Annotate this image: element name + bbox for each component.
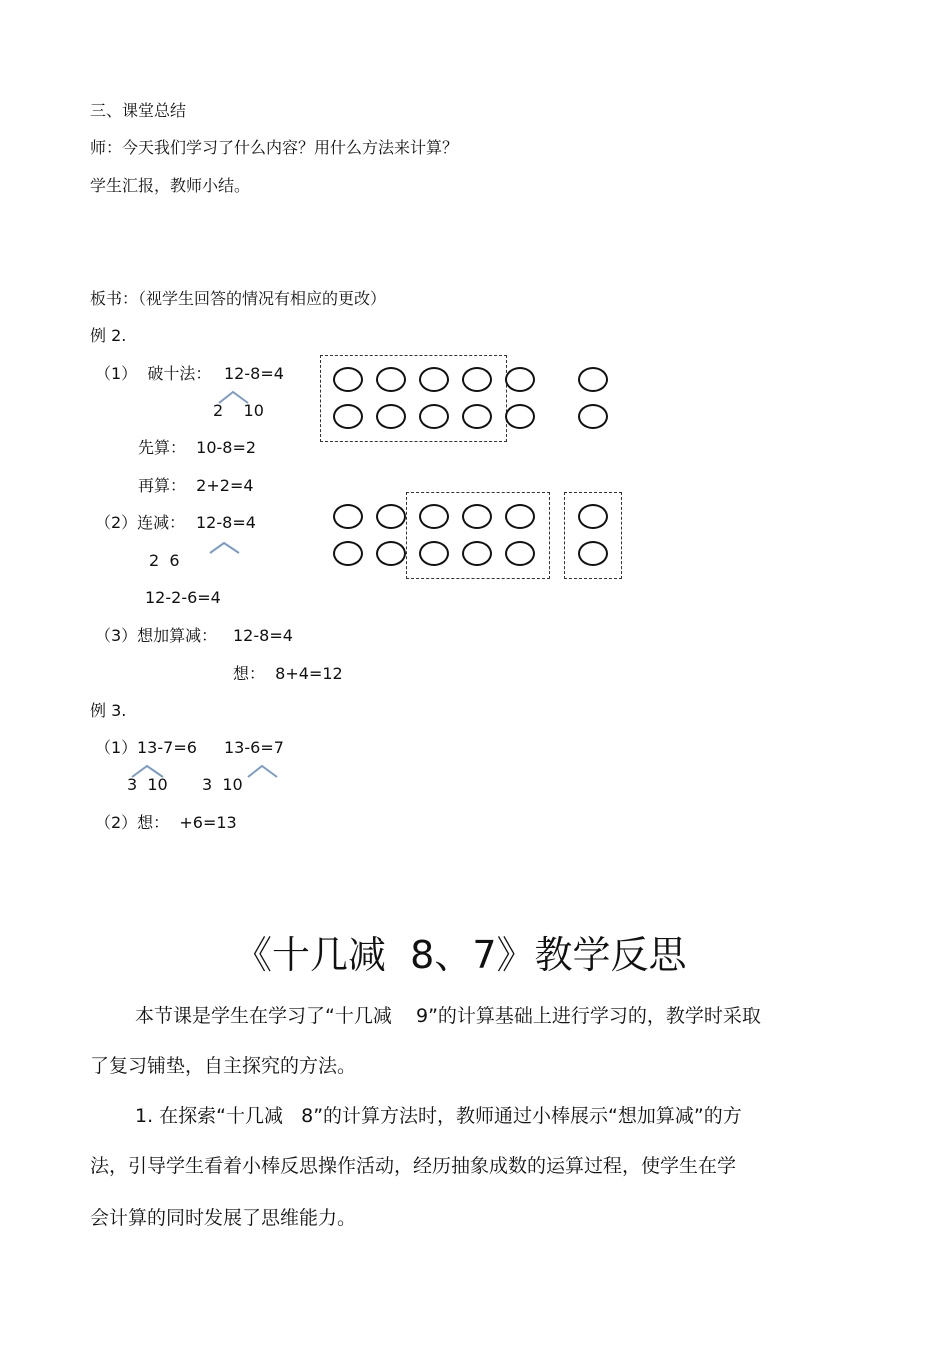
counter-circle: [578, 404, 608, 429]
counter-circle: [578, 504, 608, 529]
counter-circle: [578, 367, 608, 392]
method-2-split: 2 6: [149, 551, 180, 570]
example-3-part-1-label: （1）: [95, 738, 138, 757]
method-2-equation: 12-8=4: [196, 513, 256, 532]
method-2-chain: 12-2-6=4: [145, 588, 221, 607]
reflection-paragraph-2-line-2: 法，引导学生看着小棒反思操作活动，经历抽象成数的运算过程，使学生在学: [90, 1155, 737, 1177]
counter-circle: [505, 541, 535, 566]
reflection-paragraph-2-line-3: 会计算的同时发展了思维能力。: [90, 1207, 357, 1229]
example-3-part-2: （2）想： +6=13: [95, 813, 237, 832]
method-3-label: （3）想加算减：: [95, 626, 218, 645]
counter-circle: [578, 541, 608, 566]
counter-circle: [462, 541, 492, 566]
counter-circle: [376, 367, 406, 392]
reflection-paragraph-1-line-1: 本节课是学生在学习了“十几减 9”的计算基础上进行学习的，教学时采取: [135, 1005, 761, 1027]
counter-circle: [419, 504, 449, 529]
counter-circle: [419, 404, 449, 429]
example-3-equation-a: 13-7=6: [137, 738, 197, 757]
counter-circle: [419, 541, 449, 566]
method-1-label: （1） 破十法：: [95, 364, 212, 383]
split-caret-icon: [209, 541, 241, 555]
student-report: 学生汇报，教师小结。: [90, 176, 251, 195]
counter-circle: [462, 404, 492, 429]
method-3-equation: 12-8=4: [233, 626, 293, 645]
method-3-think: 想： 8+4=12: [233, 664, 343, 683]
method-1-second-step: 再算： 2+2=4: [138, 476, 254, 495]
counter-circle: [505, 367, 535, 392]
counter-circle: [376, 541, 406, 566]
counter-circle: [376, 404, 406, 429]
example-2-label: 例 2.: [90, 326, 127, 345]
method-1-first-step: 先算： 10-8=2: [138, 438, 257, 457]
reflection-paragraph-1-line-2: 了复习铺垫，自主探究的方法。: [90, 1055, 357, 1077]
counter-circle: [462, 504, 492, 529]
method-1-split: 2 10: [213, 401, 264, 420]
example-3-label: 例 3.: [90, 701, 127, 720]
teacher-question: 师：今天我们学习了什么内容？用什么方法来计算？: [90, 138, 459, 157]
counter-circle: [333, 541, 363, 566]
board-label: 板书：（视学生回答的情况有相应的更改）: [90, 289, 387, 308]
counter-circle: [462, 367, 492, 392]
counter-circle: [333, 367, 363, 392]
counter-circle: [333, 404, 363, 429]
method-1-equation: 12-8=4: [224, 364, 284, 383]
split-caret-icon: [247, 764, 279, 778]
example-3-equation-b: 13-6=7: [224, 738, 284, 757]
method-2-label: （2）连减：: [95, 513, 186, 532]
example-3-split-b: 3 10: [202, 775, 243, 794]
counter-circle: [505, 404, 535, 429]
example-3-split-a: 3 10: [127, 775, 168, 794]
reflection-title: 《十几减 8、7》教学反思: [234, 933, 687, 977]
counter-circle: [376, 504, 406, 529]
counter-circle: [505, 504, 535, 529]
counter-circle: [419, 367, 449, 392]
counter-circle: [333, 504, 363, 529]
summary-heading: 三、课堂总结: [90, 101, 187, 120]
reflection-paragraph-2-line-1: 1. 在探索“十几减 8”的计算方法时，教师通过小棒展示“想加算减”的方: [135, 1105, 742, 1127]
